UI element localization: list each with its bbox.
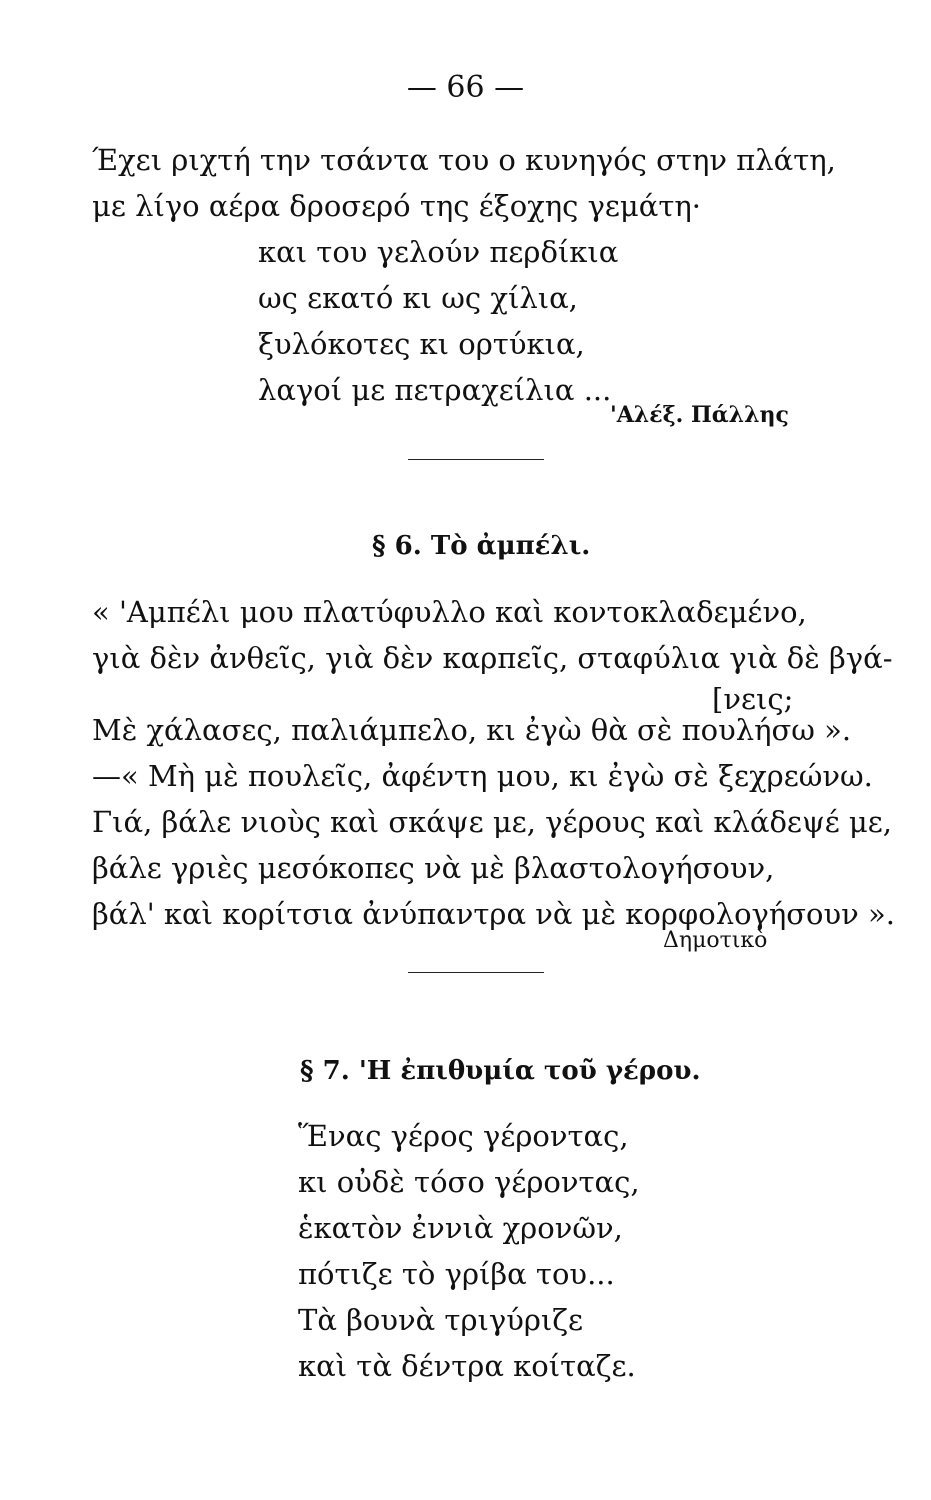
poem-line: Ἕνας γέρος γέροντας, bbox=[298, 1119, 629, 1153]
section-divider bbox=[408, 459, 544, 460]
poem-line: ως εκατό κι ως χίλια, bbox=[258, 281, 578, 315]
section-divider bbox=[408, 972, 544, 973]
poem-line: πότιζε τὸ γρίβα του... bbox=[298, 1257, 615, 1291]
poem-line: Μὲ χάλασες, παλιάμπελο, κι ἐγὼ θὰ σὲ πουλήσω ». bbox=[92, 713, 852, 747]
poem-line: καὶ τὰ δέντρα κοίταζε. bbox=[298, 1349, 636, 1383]
poem-line: βάλ' καὶ κορίτσια ἀνύπαντρα νὰ μὲ κορφολογήσουν ». bbox=[92, 897, 895, 931]
section-heading: § 7. 'Η ἐπιθυμία τοῦ γέρου. bbox=[300, 1056, 701, 1086]
poem-line: κι οὐδὲ τόσο γέροντας, bbox=[298, 1165, 640, 1199]
poem-author: 'Αλέξ. Πάλλης bbox=[610, 402, 789, 428]
poem-line: ξυλόκοτες κι ορτύκια, bbox=[258, 327, 585, 361]
poem-line: βάλε γριὲς μεσόκοπες νὰ μὲ βλαστολογήσουν, bbox=[92, 851, 775, 885]
page-number: — 66 — bbox=[406, 70, 525, 105]
poem-line: —« Μὴ μὲ πουλεῖς, ἀφέντη μου, κι ἐγὼ σὲ ξεχρεώνω. bbox=[92, 759, 873, 793]
poem-line: Τὰ βουνὰ τριγύριζε bbox=[298, 1303, 584, 1337]
poem-line: λαγοί με πετραχείλια ... bbox=[258, 373, 612, 407]
poem-line: Έχει ριχτή την τσάντα του ο κυνηγός στην πλάτη, bbox=[92, 143, 836, 177]
poem-line: με λίγο αέρα δροσερό της έξοχης γεμάτη· bbox=[92, 189, 701, 223]
poem-line: [νεις; bbox=[712, 682, 794, 716]
poem-line: γιὰ δὲν ἀνθεῖς, γιὰ δὲν καρπεῖς, σταφύλια γιὰ δὲ βγά- bbox=[92, 641, 893, 675]
poem-line: ἑκατὸν ἐννιὰ χρονῶν, bbox=[298, 1211, 623, 1245]
poem-source: Δημοτικὸ bbox=[663, 928, 768, 953]
poem-line: Γιά, βάλε νιοὺς καὶ σκάψε με, γέρους καὶ κλάδεψέ με, bbox=[92, 805, 893, 839]
section-heading: § 6. Τὸ ἀμπέλι. bbox=[372, 531, 591, 561]
poem-line: και του γελούν περδίκια bbox=[258, 235, 619, 269]
poem-line: « 'Αμπέλι μου πλατύφυλλο καὶ κοντοκλαδεμένο, bbox=[92, 595, 807, 629]
